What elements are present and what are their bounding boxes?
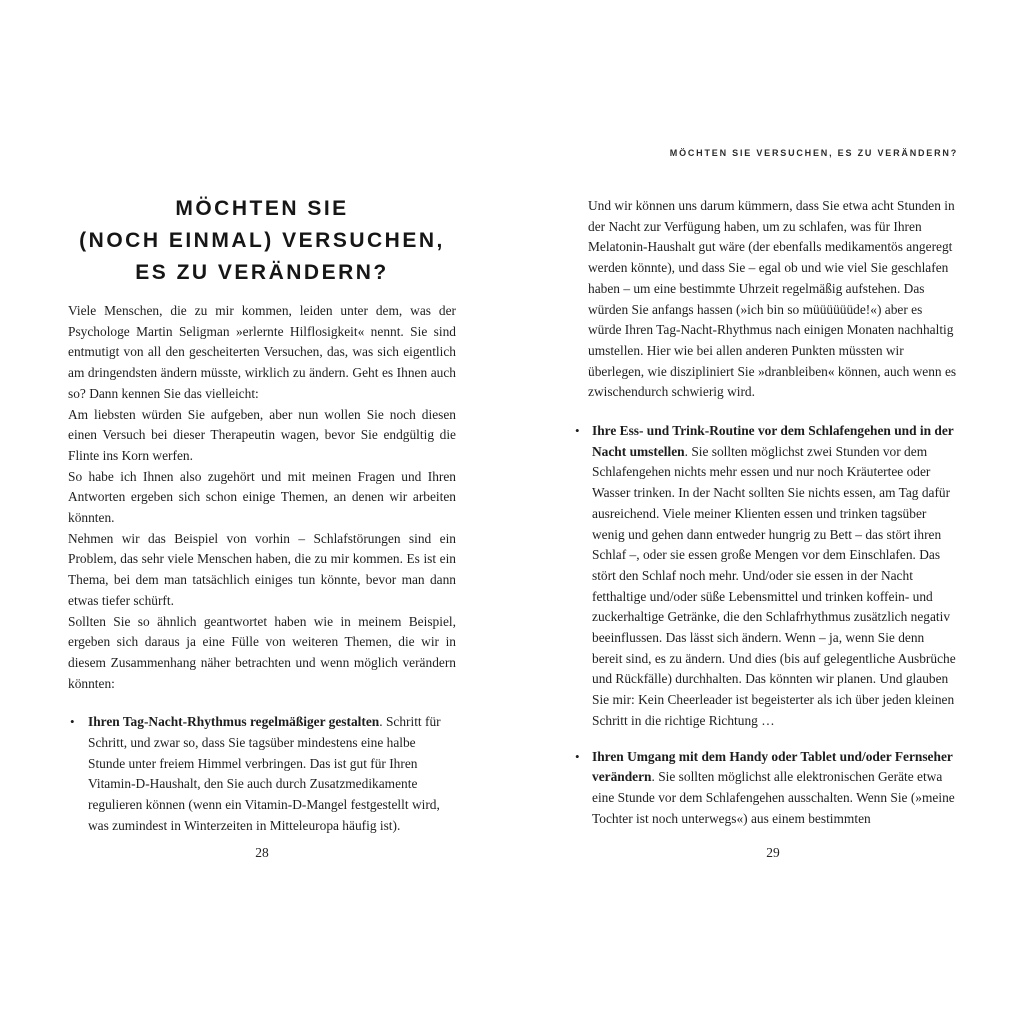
bullet-text: . Sie sollten möglichst alle elektronischen Geräte etwa eine Stunde vor dem Schlafengehen ausschalten. Wenn Sie (»meine Tochter ist noch unterwegs«) aus einem bestimmten [592,769,955,826]
paragraph: Nehmen wir das Beispiel von vorhin – Schlafstörungen sind ein Problem, das sehr viele Menschen haben, die zu mir kommen. Es ist ein Thema, bei dem man tatsächlich einiges tun könnte, bevor man dann etwas tiefer schürft. [68,530,456,608]
paragraph: Viele Menschen, die zu mir kommen, leiden unter dem, was der Psychologe Martin Seligman »erlernte Hilflosigkeit« nennt. Sie sind entmutigt von all den gescheiterten Versuchen, das, was sich eigentlich am dringendsten ändern müsste, wirklich zu ändern. Geht es Ihnen auch so? Dann kennen Sie das vielleicht: [68,303,456,401]
bullet-lead-bold: Ihren Tag-Nacht-Rhythmus regelmäßiger gestalten [88,714,380,730]
bullet-icon: • [70,714,75,730]
bullet-item [575,747,958,830]
page-number-right: 29 [766,845,780,860]
chapter-heading-line-3: ES ZU VERÄNDERN? [135,261,389,284]
bullet-item [68,712,456,836]
bullet-item [575,421,958,732]
left-page [68,0,456,1024]
paragraph: Und wir können uns darum kümmern, dass Sie etwa acht Stunden in der Nacht zur Verfügung haben, um zu schlafen, was für Ihren Melatonin-Haushalt gut wäre (der ebenfalls medikamentös angeregt werden könnte), und dass Sie – egal ob und wie viel Sie geschlafen haben – um eine bestimmte Uhrzeit regelmäßig aufstehen. Das würden Sie anfangs hassen (»ich bin so müüüüüüde!«) aber es würde Ihren Tag-Nacht-Rhythmus nach einigen Monaten nachhaltig umstellen. Hier wie bei allen anderen Punkten müssten wir überlegen, wie diszipliniert Sie »dranbleiben« können, auch wenn es zwischendurch schwierig wird. [588,198,957,400]
bullet-list [68,712,456,836]
bullet-list [575,421,958,829]
chapter-heading [68,193,456,289]
chapter-heading-line-1: MÖCHTEN SIE [175,197,349,220]
paragraph: So habe ich Ihnen also zugehört und mit meinen Fragen und Ihren Antworten ergeben sich schon einige Themen, an denen wir arbeiten könnten. [68,468,456,526]
page-number-left: 28 [255,845,269,860]
bullet-icon: • [575,423,580,439]
right-page-body [575,196,958,829]
bullet-text: . Sie sollten möglichst zwei Stunden vor dem Schlafengehen nichts mehr essen und nur noch Kräutertee oder Wasser trinken. In der Nacht sollten Sie nichts essen, am Tag dafür ausreichend. Viele meiner Klienten essen und trinken tagsüber wenig und gehen dann entweder hungrig zu Bett – das stört ihren Schlaf –, oder sie essen große Mengen vor dem Einschlafen. Das stört den Schlaf noch mehr. Und/oder sie essen in der Nacht fetthaltige und/oder süße Lebensmittel und trinken koffein- und zuckerhaltige Getränke, die den Schlafrhythmus zusätzlich negativ beeinflussen. Das lässt sich ändern. Wenn – ja, wenn Sie denn bereit sind, es zu ändern. Und dies (bis auf gelegentliche Ausbrüche und Rückfälle) durchhalten. Das könnten wir planen. Und glauben Sie mir: Kein Cheerleader ist begeisterter als ich über jeden kleinen Schritt in die richtige Richtung … [592,443,956,728]
bullet-icon: • [575,748,580,764]
bullet-lead-bold: Ihre Ess- und Trink-Routine vor dem Schlafengehen und in der Nacht umstellen [592,423,954,459]
paragraph: Am liebsten würden Sie aufgeben, aber nun wollen Sie noch diesen einen Versuch bei dieser Therapeutin wagen, bevor Sie endgültig die Flinte ins Korn werfen. [68,406,456,463]
left-page-body [68,301,456,837]
paragraph: Sollten Sie so ähnlich geantwortet haben wie in meinem Beispiel, ergeben sich daraus ja eine Fülle von weiteren Themen, die wir in diesem Zusammenhang näher betrachten und wenn möglich verändern könnten: [68,613,456,691]
bullet-text: . Schritt für Schritt, und zwar so, dass Sie tagsüber mindestens eine halbe Stunde unter freiem Himmel verbringen. Das ist gut für Ihren Vitamin-D-Haushalt, den Sie auch durch Zusatzmedikamente regulieren können (wenn ein Vitamin-D-Mangel festgestellt wird, was zumindest in Winterzeiten in Mitteleuropa häufig ist). [88,714,441,833]
running-header: MÖCHTEN SIE VERSUCHEN, ES ZU VERÄNDERN? [669,148,958,158]
chapter-heading-line-2: (NOCH EINMAL) VERSUCHEN, [79,229,445,252]
bullet-lead-bold: Ihren Umgang mit dem Handy oder Tablet und/oder Fernseher verändern [592,748,953,785]
right-page [575,0,958,1024]
